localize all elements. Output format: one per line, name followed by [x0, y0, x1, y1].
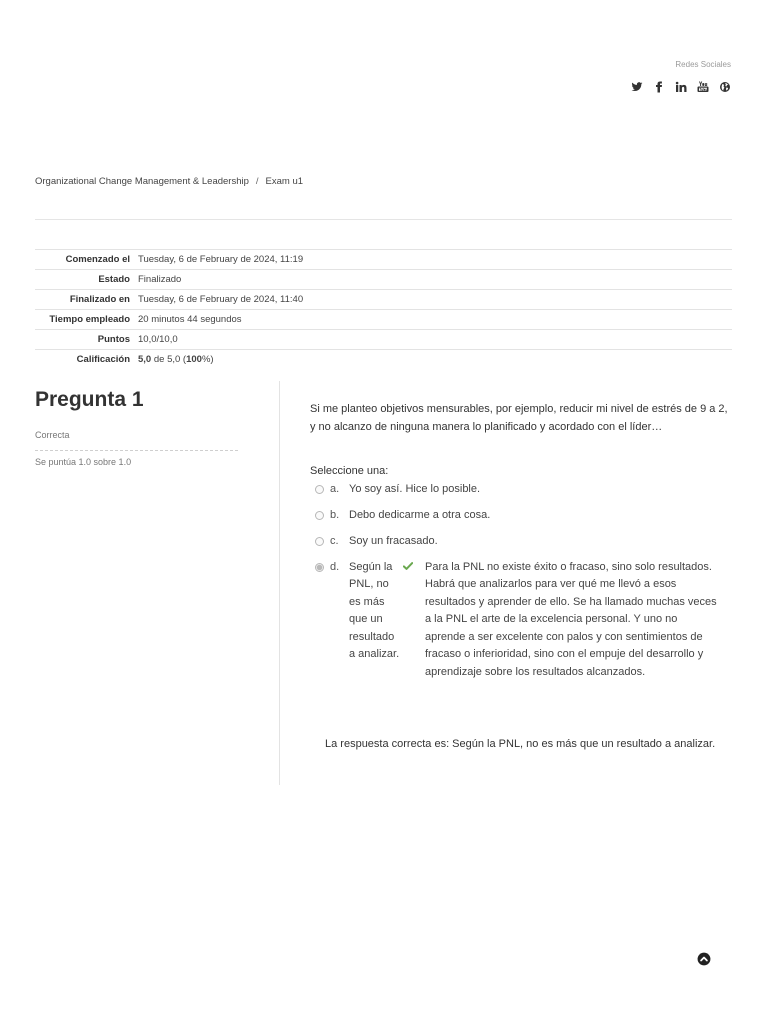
- summary-label: Tiempo empleado: [49, 314, 130, 325]
- grade-label: Calificación: [76, 354, 130, 365]
- radio-button-selected[interactable]: [315, 563, 324, 572]
- grade-of-text: de 5,0 (: [153, 354, 187, 365]
- summary-label: Comenzado el: [65, 254, 130, 265]
- answer-text: Debo dedicarme a otra cosa.: [349, 508, 491, 521]
- right-answer: La respuesta correcta es: Según la PNL, no es más que un resultado a analizar.: [325, 738, 716, 750]
- question-text: Si me planteo objetivos mensurables, por ejemplo, reducir mi nivel de estrés de 9 a 2, y no alcanzo de ninguna manera lo planificado y acordado con el líder…: [310, 403, 728, 433]
- youtube-icon[interactable]: [696, 80, 709, 93]
- answer-text: Yo soy así. Hice lo posible.: [349, 482, 481, 495]
- globe-icon[interactable]: [718, 80, 731, 93]
- grade-value: [138, 350, 732, 370]
- answer-text: Según la PNL, no es más que un resultado a analizar.: [349, 560, 400, 660]
- social-title: Redes Sociales: [675, 60, 731, 69]
- breadcrumb-current[interactable]: Exam u1: [265, 176, 304, 187]
- answer-letter: d.: [330, 560, 340, 573]
- answer-list: [310, 481, 732, 682]
- answer-letter: a.: [330, 482, 340, 495]
- facebook-icon[interactable]: [652, 80, 665, 93]
- radio-button[interactable]: [315, 537, 324, 546]
- attempt-summary-table: [35, 249, 732, 369]
- answer-option-d[interactable]: [310, 559, 732, 682]
- summary-label: Estado: [98, 274, 130, 285]
- grade-percent-suffix: %): [201, 354, 214, 365]
- summary-row: [35, 310, 732, 330]
- summary-row: [35, 330, 732, 350]
- question-state: Correcta: [35, 430, 238, 451]
- radio-button[interactable]: [315, 511, 324, 520]
- summary-row: [35, 270, 732, 290]
- summary-value: Tuesday, 6 de February de 2024, 11:40: [138, 294, 304, 305]
- social-header: [675, 60, 731, 69]
- breadcrumb: [35, 176, 303, 187]
- breadcrumb-separator: /: [255, 176, 259, 187]
- summary-row-grade: [35, 350, 732, 370]
- breadcrumb-course-link[interactable]: Organizational Change Management & Leadership: [35, 176, 249, 187]
- summary-label: Puntos: [97, 334, 130, 345]
- check-icon: [403, 559, 416, 578]
- answer-option-c[interactable]: [310, 533, 732, 551]
- divider: [35, 219, 732, 220]
- summary-value: Finalizado: [138, 274, 182, 285]
- radio-button[interactable]: [315, 485, 324, 494]
- summary-label: Finalizado en: [69, 294, 130, 305]
- twitter-icon[interactable]: [630, 80, 643, 93]
- chevron-up-circle-icon[interactable]: [697, 952, 711, 966]
- question-content: [310, 401, 732, 681]
- linkedin-icon[interactable]: [674, 80, 687, 93]
- question-title: Pregunta 1: [35, 388, 144, 411]
- summary-value: 10,0/10,0: [138, 334, 178, 345]
- answer-option-a[interactable]: [310, 481, 732, 499]
- answer-letter: c.: [330, 534, 339, 547]
- answer-option-b[interactable]: [310, 507, 732, 525]
- summary-row: [35, 290, 732, 310]
- column-divider: [279, 381, 280, 785]
- question-info: [35, 386, 238, 467]
- answer-prompt: Seleccione una:: [310, 465, 389, 477]
- answer-letter: b.: [330, 508, 340, 521]
- social-icons: [630, 80, 731, 93]
- grade-score: 5,0: [138, 354, 152, 365]
- question-grade: Se puntúa 1.0 sobre 1.0: [35, 457, 132, 467]
- grade-percent: 100: [186, 354, 202, 365]
- summary-value: Tuesday, 6 de February de 2024, 11:19: [138, 254, 304, 265]
- summary-value: 20 minutos 44 segundos: [138, 314, 242, 325]
- summary-row: [35, 250, 732, 270]
- answer-text: Soy un fracasado.: [349, 534, 438, 547]
- answer-feedback: Para la PNL no existe éxito o fracaso, sino solo resultados. Habrá que analizarlos para ver qué me llevó a esos resultados y aprender de ello. Se ha llamado muchas veces a la PNL el arte de la excelencia personal. Y uno no aprende a ser excelente con palos y con sentimientos de fracaso o inferioridad, sino con el empuje del desarrollo y aprendizaje sobre los resultados alcanzados.: [425, 560, 717, 678]
